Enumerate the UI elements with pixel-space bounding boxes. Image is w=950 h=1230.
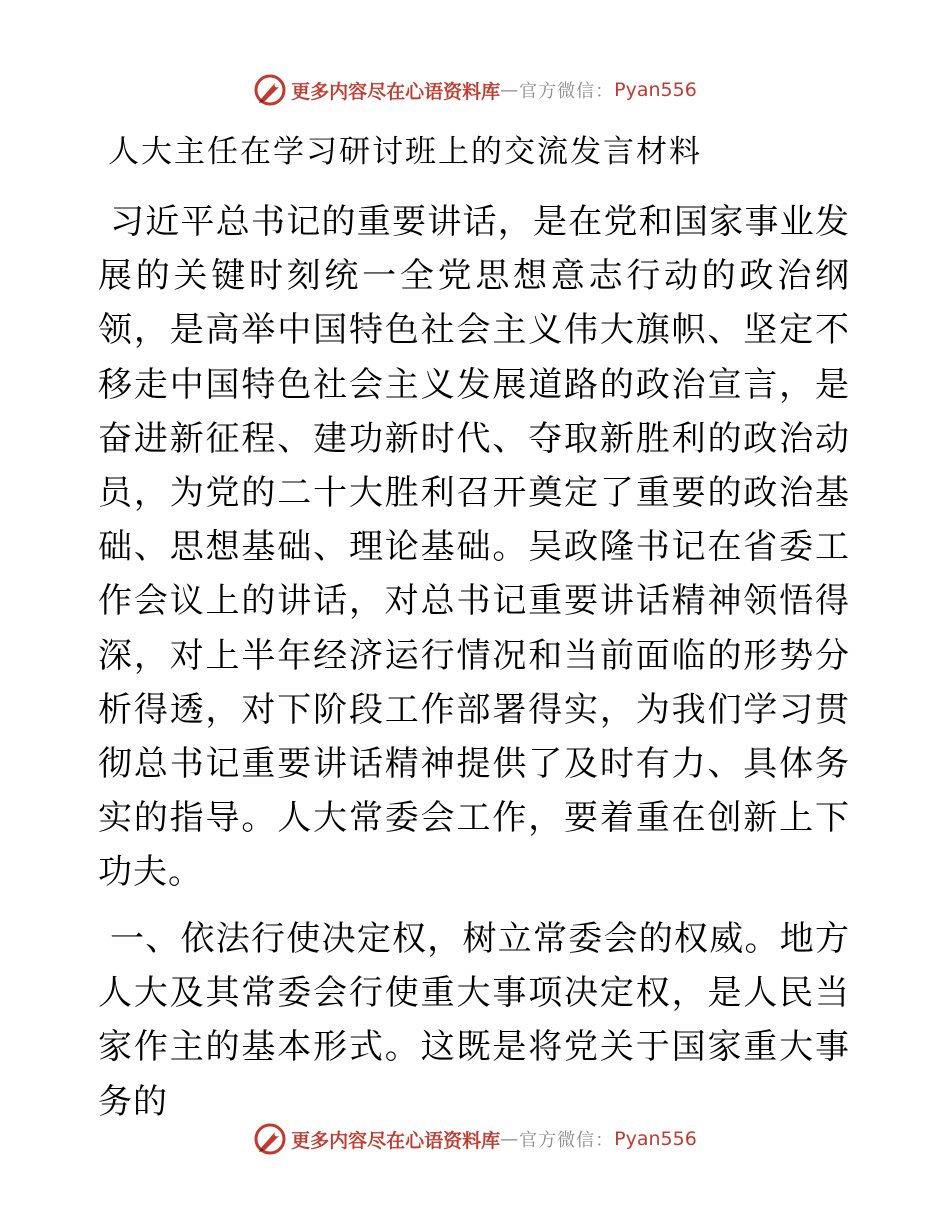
body-paragraph: 一、依法行使决定权，树立常委会的权威。地方人大及其常委会行使重大事项决定权，是人民当家作主的基本形式。这既是将党关于国家重大事务的	[98, 919, 850, 1122]
banner-promo-text: 更多内容尽在心语资料库	[291, 80, 501, 103]
banner-separator: —	[500, 1128, 520, 1150]
document-title: 人大主任在学习研讨班上的交流发言材料	[108, 134, 702, 170]
pen-logo-icon	[253, 1122, 287, 1156]
body-paragraph: 习近平总书记的重要讲话，是在党和国家事业发展的关键时刻统一全党思想意志行动的政治纲领，是高举中国特色社会主义伟大旗帜、坚定不移走中国特色社会主义发展道路的政治宣言，是奋进新征程、建功新时代、夺取新胜利的政治动员，为党的二十大胜利召开奠定了重要的政治基础、思想基础、理论基础。吴政隆书记在省委工作会议上的讲话，对总书记重要讲话精神领悟得深，对上半年经济运行情况和当前面临的形势分析得透，对下阶段工作部署得实，为我们学习贯彻总书记重要讲话精神提供了及时有力、具体务实的指导。人大常委会工作，要着重在创新上下功夫。	[98, 202, 850, 893]
banner-wechat-label: 官方微信：	[519, 81, 615, 102]
banner-wechat-id: Pyan556	[614, 1128, 697, 1150]
footer-banner	[0, 1119, 950, 1159]
pen-logo-icon	[253, 73, 287, 107]
banner-wechat-label: 官方微信：	[519, 1130, 615, 1151]
banner-wechat-id: Pyan556	[614, 79, 697, 101]
banner-separator: —	[500, 79, 520, 101]
banner-promo-text: 更多内容尽在心语资料库	[291, 1129, 501, 1152]
header-banner	[0, 70, 950, 110]
